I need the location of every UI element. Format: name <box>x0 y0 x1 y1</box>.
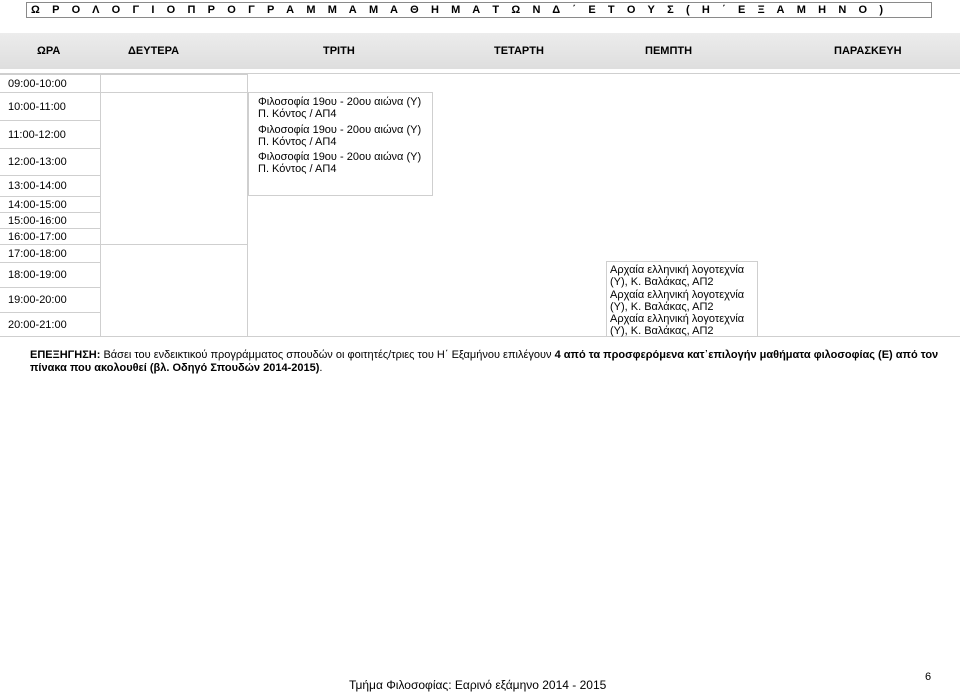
time-cell: 17:00-18:00 <box>0 244 101 262</box>
time-cell: 12:00-13:00 <box>0 148 101 175</box>
note-end: . <box>319 362 323 374</box>
monday-cell <box>101 92 248 244</box>
header-thursday: ΠΕΜΠΤΗ <box>645 45 693 57</box>
tuesday-course-3 <box>258 151 421 175</box>
course-info: (Υ), Κ. Βαλάκας, ΑΠ2 <box>610 301 714 313</box>
course-name: Αρχαία ελληνική λογοτεχνία <box>610 289 745 301</box>
timetable-grid <box>0 73 960 337</box>
time-cell: 19:00-20:00 <box>0 287 101 312</box>
course-info: Π. Κόντος / ΑΠ4 <box>258 163 337 175</box>
page-footer: Τμήμα Φιλοσοφίας: Εαρινό εξάμηνο 2014 - 2015 <box>349 678 607 692</box>
course-name: Φιλοσοφία 19ου - 20ου αιώνα (Υ) <box>258 124 422 136</box>
time-cell: 14:00-15:00 <box>0 196 101 212</box>
course-info: Π. Κόντος / ΑΠ4 <box>258 108 337 120</box>
monday-cell <box>101 244 248 336</box>
time-cell: 20:00-21:00 <box>0 312 101 336</box>
time-cell: 18:00-19:00 <box>0 262 101 287</box>
note-label: ΕΠΕΞΗΓΗΣΗ: <box>30 349 101 361</box>
monday-cell <box>101 74 248 92</box>
course-name: Αρχαία ελληνική λογοτεχνία <box>610 264 745 276</box>
time-cell: 13:00-14:00 <box>0 175 101 196</box>
course-name: Αρχαία ελληνική λογοτεχνία <box>610 313 745 325</box>
course-info: (Υ), Κ. Βαλάκας, ΑΠ2 <box>610 276 714 288</box>
friday-course-3 <box>610 313 744 337</box>
header-friday: ΠΑΡΑΣΚΕΥΗ <box>834 45 902 57</box>
time-cell: 11:00-12:00 <box>0 120 101 148</box>
tuesday-course-2 <box>258 124 421 148</box>
time-cell: 10:00-11:00 <box>0 92 101 120</box>
time-cell: 16:00-17:00 <box>0 228 101 244</box>
note-bold: 4 από τα προσφερόμενα κατ᾽επιλογήν μαθήματα φιλοσοφίας (Ε) από τον πίνακα που ακολουθεί (βλ. Οδηγό Σπουδών 2014-2015) <box>30 349 939 374</box>
friday-course-2 <box>610 289 744 313</box>
course-name: Φιλοσοφία 19ου - 20ου αιώνα (Υ) <box>258 96 422 108</box>
header-monday: ΔΕΥΤΕΡΑ <box>128 45 180 57</box>
header-wednesday: ΤΕΤΑΡΤΗ <box>494 45 544 57</box>
time-cell: 15:00-16:00 <box>0 212 101 228</box>
course-info: Π. Κόντος / ΑΠ4 <box>258 136 337 148</box>
tuesday-course-1 <box>258 96 421 120</box>
header-tuesday: ΤΡΙΤΗ <box>323 45 355 57</box>
course-info: (Υ), Κ. Βαλάκας, ΑΠ2 <box>610 325 714 337</box>
day-header-row <box>0 45 960 61</box>
course-name: Φιλοσοφία 19ου - 20ου αιώνα (Υ) <box>258 151 422 163</box>
header-hour: ΩΡΑ <box>37 45 61 57</box>
page-title: Ω Ρ Ο Λ Ο Γ Ι Ο Π Ρ Ο Γ Ρ Α Μ Μ Α Μ Α Θ Η Μ Α Τ Ω Ν Δ ΄ Ε Τ Ο Υ Σ ( Η ΄ Ε Ξ Α Μ Η Ν Ο ) <box>26 2 932 18</box>
time-cell: 09:00-10:00 <box>0 74 101 92</box>
note-text: Βάσει του ενδεικτικού προγράμματος σπουδών οι φοιτητές/τριες του Η΄ Εξαμήνου επιλέγουν <box>100 349 555 361</box>
explanation-note <box>30 349 940 375</box>
page-number: 6 <box>925 671 932 683</box>
friday-course-1 <box>610 264 744 288</box>
